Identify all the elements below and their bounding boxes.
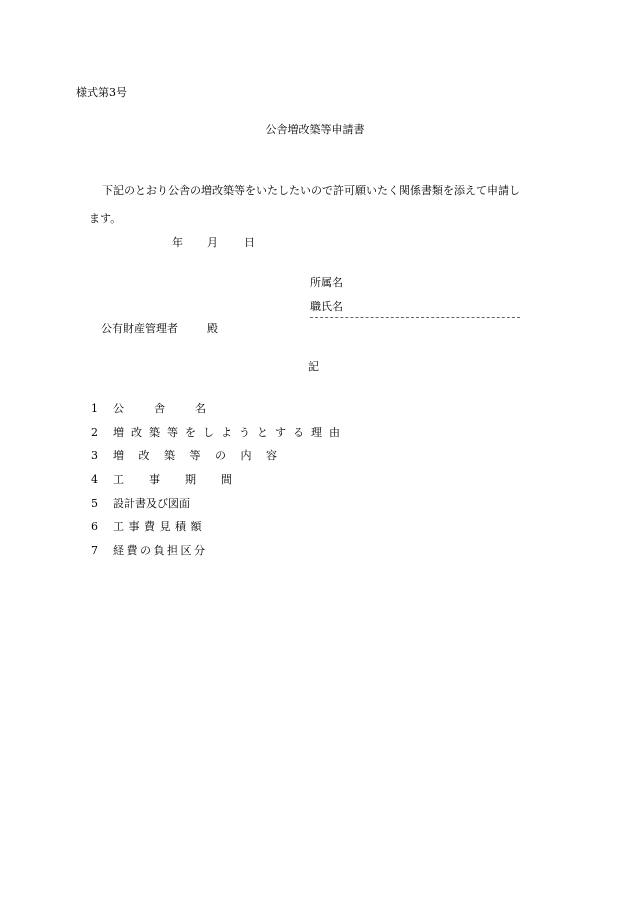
item-label: 工事期間: [113, 473, 257, 486]
item-label: 増改築等をしようとする理由: [113, 426, 347, 439]
request-text-line-2: ます。: [89, 212, 122, 225]
item-label: 公舎名: [113, 402, 236, 415]
date-month-label: 月: [207, 236, 218, 249]
item-number: 1: [91, 402, 98, 415]
form-number: 様式第3号: [76, 86, 127, 99]
affiliation-label: 所属名: [310, 276, 343, 289]
item-number: 5: [91, 497, 98, 510]
signature-dashed-line: [310, 317, 520, 318]
date-day-label: 日: [244, 236, 255, 249]
item-number: 2: [91, 426, 98, 439]
item-label: 増改築等の内容: [113, 449, 292, 462]
item-number: 4: [91, 473, 98, 486]
item-label: 経費の負担区分: [113, 544, 208, 557]
addressee-name: 公有財産管理者: [101, 322, 178, 335]
item-number: 6: [91, 520, 98, 533]
date-year-label: 年: [172, 236, 183, 249]
item-number: 7: [91, 544, 98, 557]
request-text-line-1: 下記のとおり公舎の増改築等をいたしたいので許可願いたく関係書類を添えて申請し: [102, 184, 520, 197]
item-number: 3: [91, 449, 98, 462]
item-label: 工事費見積額: [113, 520, 206, 533]
name-label: 職氏名: [310, 300, 343, 313]
item-label: 設計書及び図面: [113, 497, 190, 510]
addressee-suffix: 殿: [207, 322, 218, 335]
ki-heading: 記: [308, 360, 319, 373]
page-title: 公舎増改築等申請書: [265, 123, 365, 136]
